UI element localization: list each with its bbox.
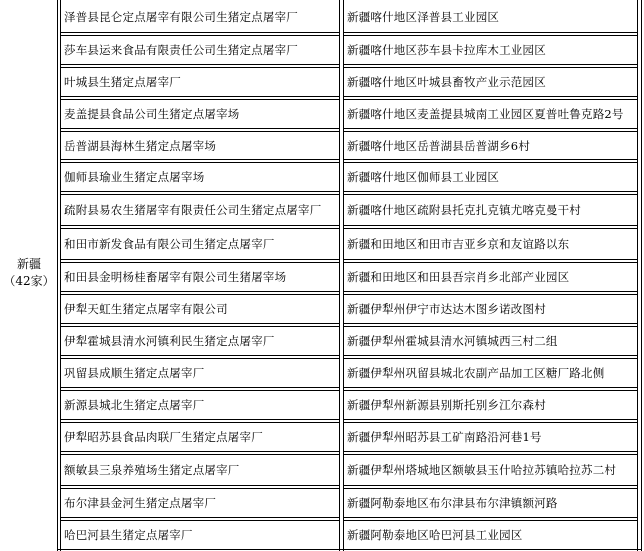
row-border bbox=[60, 162, 340, 163]
facility-address-cell: 新疆喀什地区岳普湖县岳普湖乡6村 bbox=[347, 139, 531, 153]
row-border bbox=[60, 128, 340, 129]
row-border bbox=[343, 131, 638, 132]
facility-address-cell: 新疆喀什地区疏附县托克扎克镇尤喀克曼干村 bbox=[347, 203, 581, 217]
row-border bbox=[343, 291, 638, 292]
facility-name-cell: 伊犁天虹生猪定点屠宰有限公司 bbox=[64, 302, 228, 316]
row-border bbox=[60, 99, 340, 100]
row-border bbox=[60, 262, 340, 263]
row-border bbox=[60, 419, 340, 420]
facility-address-cell: 新疆和田地区和田县吾宗肖乡北部产业园区 bbox=[347, 270, 570, 284]
row-border bbox=[343, 422, 638, 423]
facility-name-cell: 伊犁昭苏县食品肉联厂生猪定点屠宰厂 bbox=[64, 430, 263, 444]
row-border bbox=[60, 64, 340, 65]
region-name: 新疆 bbox=[16, 257, 41, 271]
row-border bbox=[60, 294, 340, 295]
row-border bbox=[60, 191, 340, 192]
row-border bbox=[343, 451, 638, 452]
facility-name-cell: 莎车县运来食品有限责任公司生猪定点屠宰厂 bbox=[64, 43, 298, 57]
row-border bbox=[60, 323, 340, 324]
facility-name-cell: 泽普县昆仑定点屠宰有限公司生猪定点屠宰厂 bbox=[64, 10, 298, 24]
row-border bbox=[60, 520, 340, 521]
facility-address-cell: 新疆伊犁州昭苏县工矿南路沿河巷1号 bbox=[347, 430, 542, 444]
facility-address-cell: 新疆喀什地区叶城县畜牧产业示范园区 bbox=[347, 75, 546, 89]
row-border bbox=[60, 390, 340, 391]
row-border bbox=[60, 358, 340, 359]
facility-name-cell: 布尔津县金河生猪定点屠宰厂 bbox=[64, 496, 217, 510]
row-border bbox=[343, 35, 638, 36]
facility-name-cell: 和田市新发食品有限公司生猪定点屠宰厂 bbox=[64, 237, 275, 251]
row-border bbox=[343, 390, 638, 391]
row-border bbox=[343, 99, 638, 100]
row-border bbox=[60, 517, 340, 518]
region-cell bbox=[0, 256, 58, 290]
row-border bbox=[343, 225, 638, 226]
row-border bbox=[60, 96, 340, 97]
facility-address-cell: 新疆和田地区和田市吉亚乡京和友谊路以东 bbox=[347, 237, 570, 251]
facility-name-cell: 伊犁霍城县清水河镇利民生猪定点屠宰厂 bbox=[64, 334, 275, 348]
row-border bbox=[60, 355, 340, 356]
row-border bbox=[60, 259, 340, 260]
facility-address-cell: 新疆阿勒泰地区哈巴河县工业园区 bbox=[347, 528, 523, 542]
row-border bbox=[343, 64, 638, 65]
row-border bbox=[60, 291, 340, 292]
row-border bbox=[60, 159, 340, 160]
row-border bbox=[343, 191, 638, 192]
facility-address-cell: 新疆喀什地区莎车县卡拉库木工业园区 bbox=[347, 43, 546, 57]
row-border bbox=[343, 259, 638, 260]
facility-name-cell: 伽师县瑜业生猪定点屠宰场 bbox=[64, 170, 205, 184]
row-border bbox=[343, 355, 638, 356]
row-border bbox=[343, 294, 638, 295]
column-border bbox=[339, 0, 340, 551]
facility-name-cell: 岳普湖县海林生猪定点屠宰场 bbox=[64, 139, 217, 153]
row-border bbox=[60, 225, 340, 226]
row-border bbox=[60, 32, 340, 33]
row-border bbox=[343, 358, 638, 359]
row-border bbox=[343, 96, 638, 97]
facility-name-cell: 哈巴河县生猪定点屠宰厂 bbox=[64, 528, 193, 542]
table-bottom-border bbox=[57, 549, 642, 550]
facility-name-cell: 额敏县三泉养殖场生猪定点屠宰厂 bbox=[64, 463, 240, 477]
row-border bbox=[343, 323, 638, 324]
row-border bbox=[60, 35, 340, 36]
facility-address-cell: 新疆伊犁州伊宁市达达木图乡诺改图村 bbox=[347, 302, 546, 316]
row-border bbox=[60, 131, 340, 132]
column-border bbox=[343, 0, 344, 551]
row-border bbox=[343, 67, 638, 68]
row-border bbox=[343, 194, 638, 195]
row-border bbox=[343, 159, 638, 160]
facility-address-cell: 新疆伊犁州塔城地区额敏县玉什哈拉苏镇哈拉苏二村 bbox=[347, 463, 617, 477]
facility-name-cell: 麦盖提县食品公司生猪定点屠宰场 bbox=[64, 107, 240, 121]
column-border bbox=[57, 0, 58, 551]
column-border bbox=[637, 0, 638, 551]
facility-address-cell: 新疆伊犁州巩留县城北农副产品加工区糖厂路北侧 bbox=[347, 366, 605, 380]
row-border bbox=[60, 67, 340, 68]
row-border bbox=[343, 32, 638, 33]
row-border bbox=[343, 387, 638, 388]
column-border bbox=[60, 0, 61, 551]
row-border bbox=[60, 326, 340, 327]
row-border bbox=[60, 488, 340, 489]
column-border bbox=[641, 0, 642, 551]
facility-name-cell: 和田县金明杨桂畜屠宰有限公司生猪屠宰场 bbox=[64, 270, 287, 284]
facility-address-cell: 新疆伊犁州新源县别斯托别乡江尔森村 bbox=[347, 398, 546, 412]
row-border bbox=[343, 454, 638, 455]
row-border bbox=[60, 387, 340, 388]
facility-name-cell: 新源县城北生猪定点屠宰厂 bbox=[64, 398, 205, 412]
facility-address-cell: 新疆喀什地区麦盖提县城南工业园区夏普吐鲁克路2号 bbox=[347, 107, 624, 121]
row-border bbox=[343, 228, 638, 229]
row-border bbox=[60, 422, 340, 423]
row-border bbox=[60, 194, 340, 195]
row-border bbox=[343, 162, 638, 163]
row-border bbox=[343, 128, 638, 129]
facility-address-cell: 新疆喀什地区泽普县工业园区 bbox=[347, 10, 500, 24]
region-count: （42家） bbox=[3, 274, 55, 288]
row-border bbox=[343, 262, 638, 263]
row-border bbox=[60, 228, 340, 229]
row-border bbox=[60, 451, 340, 452]
row-border bbox=[343, 488, 638, 489]
row-border bbox=[343, 485, 638, 486]
row-border bbox=[60, 485, 340, 486]
facility-name-cell: 叶城县生猪定点屠宰厂 bbox=[64, 75, 181, 89]
facility-name-cell: 巩留县成顺生猪定点屠宰厂 bbox=[64, 366, 205, 380]
row-border bbox=[60, 454, 340, 455]
row-border bbox=[343, 517, 638, 518]
facility-address-cell: 新疆伊犁州霍城县清水河镇城西三村二组 bbox=[347, 334, 558, 348]
facility-address-cell: 新疆喀什地区伽师县工业园区 bbox=[347, 170, 500, 184]
row-border bbox=[343, 326, 638, 327]
facility-address-cell: 新疆阿勒泰地区布尔津县布尔津镇额河路 bbox=[347, 496, 558, 510]
row-border bbox=[343, 520, 638, 521]
facility-name-cell: 疏附县易农生猪屠宰有限责任公司生猪定点屠宰厂 bbox=[64, 203, 322, 217]
row-border bbox=[343, 419, 638, 420]
